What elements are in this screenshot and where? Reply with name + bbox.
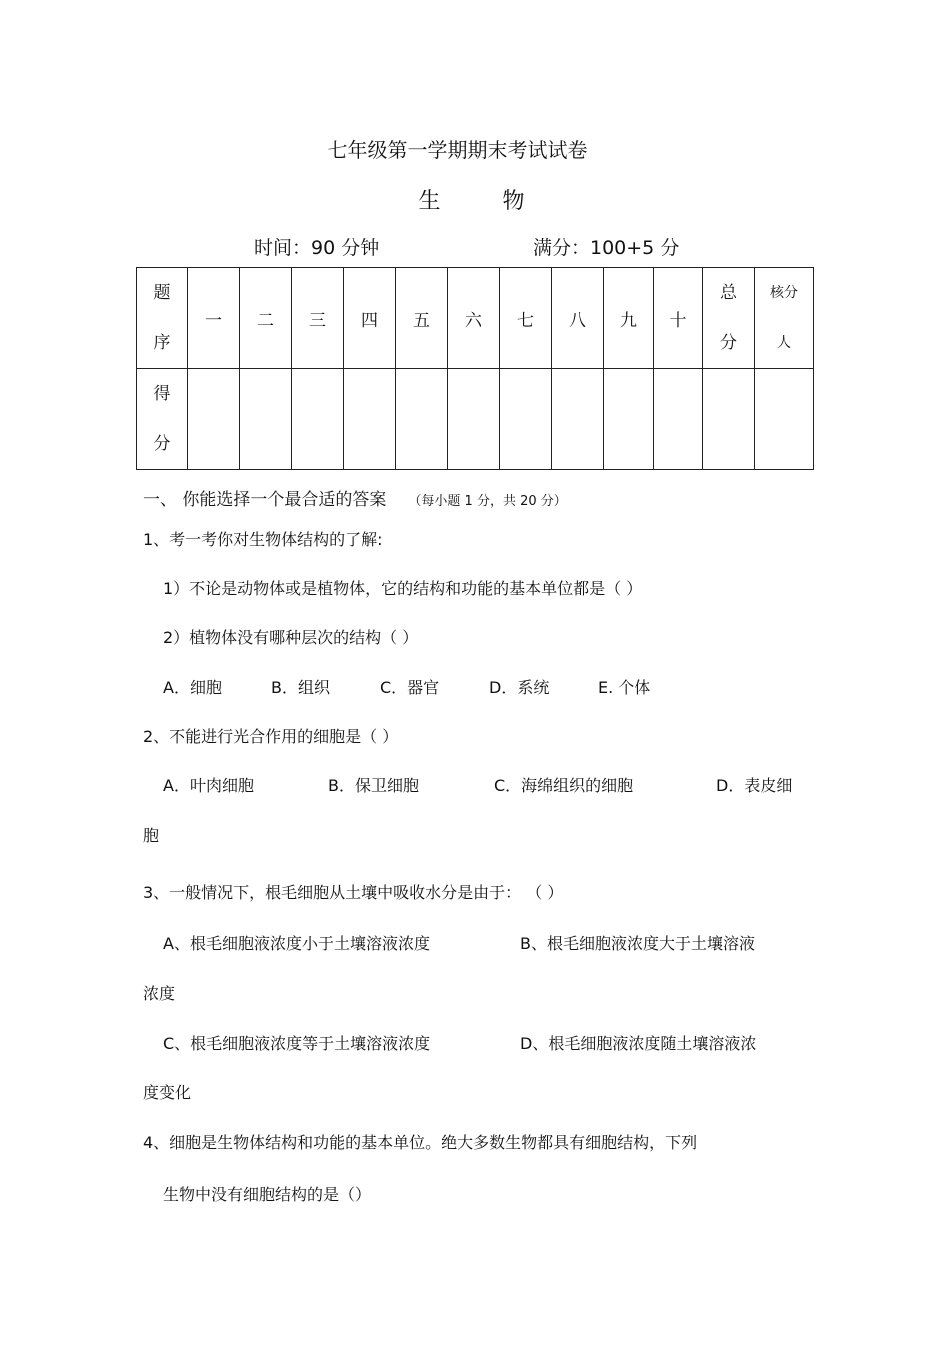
section-note: （每小题 1 分，共 20 分） bbox=[408, 494, 567, 509]
question-1-1: 1）不论是动物体或是植物体，它的结构和功能的基本单位都是（ ） bbox=[163, 579, 643, 598]
row-label-question-number: 题 序 bbox=[137, 268, 188, 369]
col-header-9: 九 bbox=[604, 268, 654, 369]
question-2-option-d-cont: 胞 bbox=[143, 826, 160, 845]
subject-name bbox=[0, 184, 945, 215]
question-4: 4、细胞是生物体结构和功能的基本单位。绝大多数生物都具有细胞结构，下列 bbox=[143, 1133, 698, 1152]
option-b: B．组织 bbox=[271, 678, 330, 697]
score-cell-total bbox=[703, 369, 755, 470]
col-header-8: 八 bbox=[552, 268, 604, 369]
col-header-7: 七 bbox=[500, 268, 552, 369]
exam-title: 七年级第一学期期末考试试卷 bbox=[327, 138, 588, 162]
score-cell-checker bbox=[755, 369, 814, 470]
col-header-3: 三 bbox=[292, 268, 344, 369]
question-3: 3、一般情况下，根毛细胞从土壤中吸收水分是由于： （ ） bbox=[143, 883, 564, 902]
col-header-2: 二 bbox=[240, 268, 292, 369]
score-cell bbox=[240, 369, 292, 470]
full-score: 满分：100+5 分 bbox=[533, 237, 680, 259]
question-3-option-d-cont: 度变化 bbox=[143, 1083, 192, 1102]
question-3-option-b: B、根毛细胞液浓度大于土壤溶液 bbox=[520, 934, 755, 953]
subject-char-2: 物 bbox=[502, 189, 527, 214]
col-header-6: 六 bbox=[448, 268, 500, 369]
score-cell bbox=[292, 369, 344, 470]
col-header-1: 一 bbox=[188, 268, 240, 369]
score-table-score-row bbox=[137, 369, 814, 470]
score-table bbox=[136, 267, 814, 470]
question-3-option-b-cont: 浓度 bbox=[143, 984, 176, 1003]
question-3-option-c: C、根毛细胞液浓度等于土壤溶液浓度 bbox=[163, 1034, 431, 1053]
score-cell bbox=[448, 369, 500, 470]
option-b: B．保卫细胞 bbox=[328, 776, 419, 795]
score-cell bbox=[396, 369, 448, 470]
question-3-option-a: A、根毛细胞液浓度小于土壤溶液浓度 bbox=[163, 934, 430, 953]
col-header-4: 四 bbox=[344, 268, 396, 369]
option-e: E. 个体 bbox=[598, 678, 651, 697]
option-d: D．表皮细 bbox=[716, 776, 793, 795]
col-header-checker: 核分 人 bbox=[755, 268, 814, 369]
option-c: C．海绵组织的细胞 bbox=[494, 776, 634, 795]
score-cell bbox=[344, 369, 396, 470]
question-2: 2、不能进行光合作用的细胞是（ ） bbox=[143, 727, 399, 746]
section-title: 一、 你能选择一个最合适的答案 bbox=[143, 490, 387, 510]
question-1-2: 2）植物体没有哪种层次的结构（ ） bbox=[163, 628, 419, 647]
score-cell bbox=[500, 369, 552, 470]
score-cell bbox=[654, 369, 703, 470]
score-cell bbox=[188, 369, 240, 470]
score-cell bbox=[552, 369, 604, 470]
question-3-option-d: D、根毛细胞液浓度随土壤溶液浓 bbox=[520, 1034, 757, 1053]
row-label-score: 得 分 bbox=[137, 369, 188, 470]
option-a: A．细胞 bbox=[163, 678, 222, 697]
question-4-cont: 生物中没有细胞结构的是（） bbox=[163, 1185, 372, 1204]
option-a: A．叶肉细胞 bbox=[163, 776, 254, 795]
subject-char-1: 生 bbox=[418, 189, 443, 214]
score-cell bbox=[604, 369, 654, 470]
score-table-header-row bbox=[137, 268, 814, 369]
option-c: C．器官 bbox=[380, 678, 440, 697]
section-heading bbox=[143, 485, 567, 510]
exam-time: 时间：90 分钟 bbox=[254, 237, 380, 259]
option-d: D．系统 bbox=[489, 678, 550, 697]
col-header-10: 十 bbox=[654, 268, 703, 369]
col-header-5: 五 bbox=[396, 268, 448, 369]
col-header-total: 总 分 bbox=[703, 268, 755, 369]
question-1: 1、考一考你对生物体结构的了解: bbox=[143, 530, 383, 549]
